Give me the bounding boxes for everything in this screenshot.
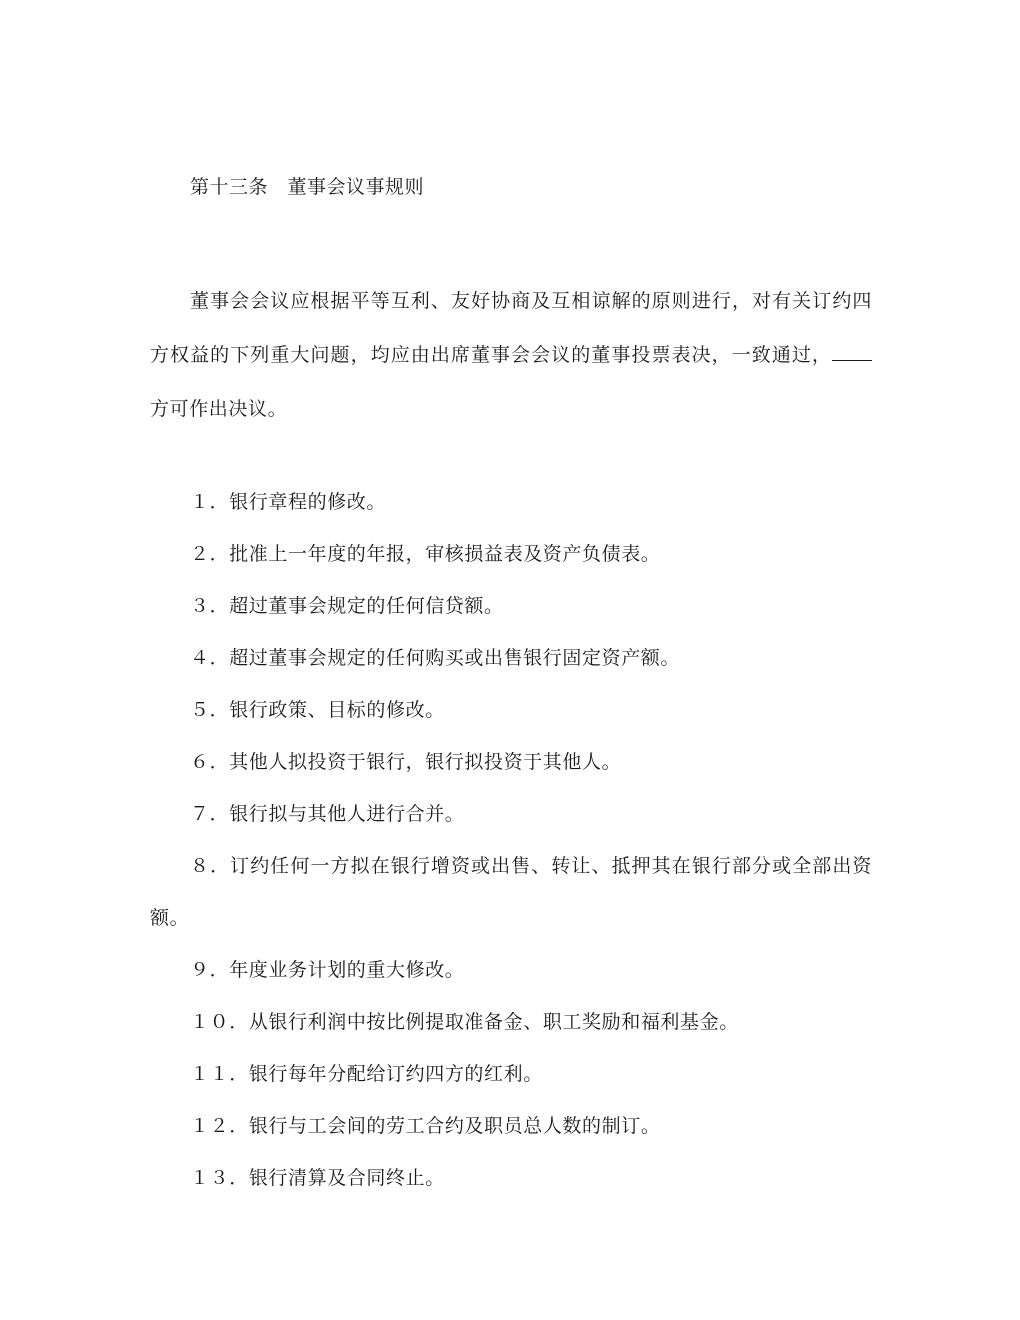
item-text: 银行每年分配给订约四方的红利。 bbox=[248, 1063, 543, 1085]
item-number: １１． bbox=[190, 1063, 249, 1085]
list-item bbox=[150, 528, 872, 580]
list-item bbox=[150, 1152, 872, 1204]
item-number: ４． bbox=[190, 647, 230, 669]
list-item bbox=[150, 944, 872, 996]
list-item bbox=[150, 736, 872, 788]
item-text: 其他人拟投资于银行，银行拟投资于其他人。 bbox=[229, 751, 622, 773]
item-text: 批准上一年度的年报，审核损益表及资产负债表。 bbox=[229, 543, 661, 565]
item-number: １０． bbox=[190, 1011, 249, 1033]
list-item bbox=[150, 684, 872, 736]
list-item bbox=[150, 632, 872, 684]
item-number: ９． bbox=[190, 959, 230, 981]
item-number: ３． bbox=[190, 595, 230, 617]
item-text: 银行清算及合同终止。 bbox=[248, 1167, 445, 1189]
intro-text-end: 方可作出决议。 bbox=[150, 398, 288, 420]
item-number: ２． bbox=[190, 543, 230, 565]
item-number: １． bbox=[190, 491, 230, 513]
list-item bbox=[150, 580, 872, 632]
list-item bbox=[150, 1048, 872, 1100]
item-text: 银行与工会间的劳工合约及职员总人数的制订。 bbox=[248, 1115, 661, 1137]
item-number: ５． bbox=[190, 699, 230, 721]
list-item bbox=[150, 788, 872, 840]
item-text: 超过董事会规定的任何信贷额。 bbox=[229, 595, 504, 617]
item-number: ６． bbox=[190, 751, 230, 773]
intro-text: 董事会会议应根据平等互利、友好协商及互相谅解的原则进行，对有关订约四方权益的下列重大问题，均应由出席董事会会议的董事投票表决，一致通过， bbox=[150, 290, 872, 366]
item-text: 银行拟与其他人进行合并。 bbox=[229, 803, 465, 825]
item-number: １２． bbox=[190, 1115, 249, 1137]
list-item bbox=[150, 996, 872, 1048]
list-item bbox=[150, 1100, 872, 1152]
item-number: ７． bbox=[190, 803, 230, 825]
intro-paragraph bbox=[150, 274, 872, 436]
blank-underline bbox=[832, 342, 872, 361]
item-text: 银行章程的修改。 bbox=[229, 491, 387, 513]
item-text: 从银行利润中按比例提取准备金、职工奖励和福利基金。 bbox=[248, 1011, 739, 1033]
item-number: １３． bbox=[190, 1167, 249, 1189]
article-heading: 第十三条 董事会议事规则 bbox=[190, 176, 425, 198]
list-item bbox=[150, 840, 872, 944]
item-number: ８． bbox=[190, 855, 231, 877]
list-item bbox=[150, 476, 872, 528]
item-text: 超过董事会规定的任何购买或出售银行固定资产额。 bbox=[229, 647, 681, 669]
item-text: 银行政策、目标的修改。 bbox=[229, 699, 445, 721]
item-text: 年度业务计划的重大修改。 bbox=[229, 959, 465, 981]
matters-list bbox=[150, 476, 872, 1204]
item-text: 订约任何一方拟在银行增资或出售、转让、抵押其在银行部分或全部出资额。 bbox=[150, 855, 873, 929]
